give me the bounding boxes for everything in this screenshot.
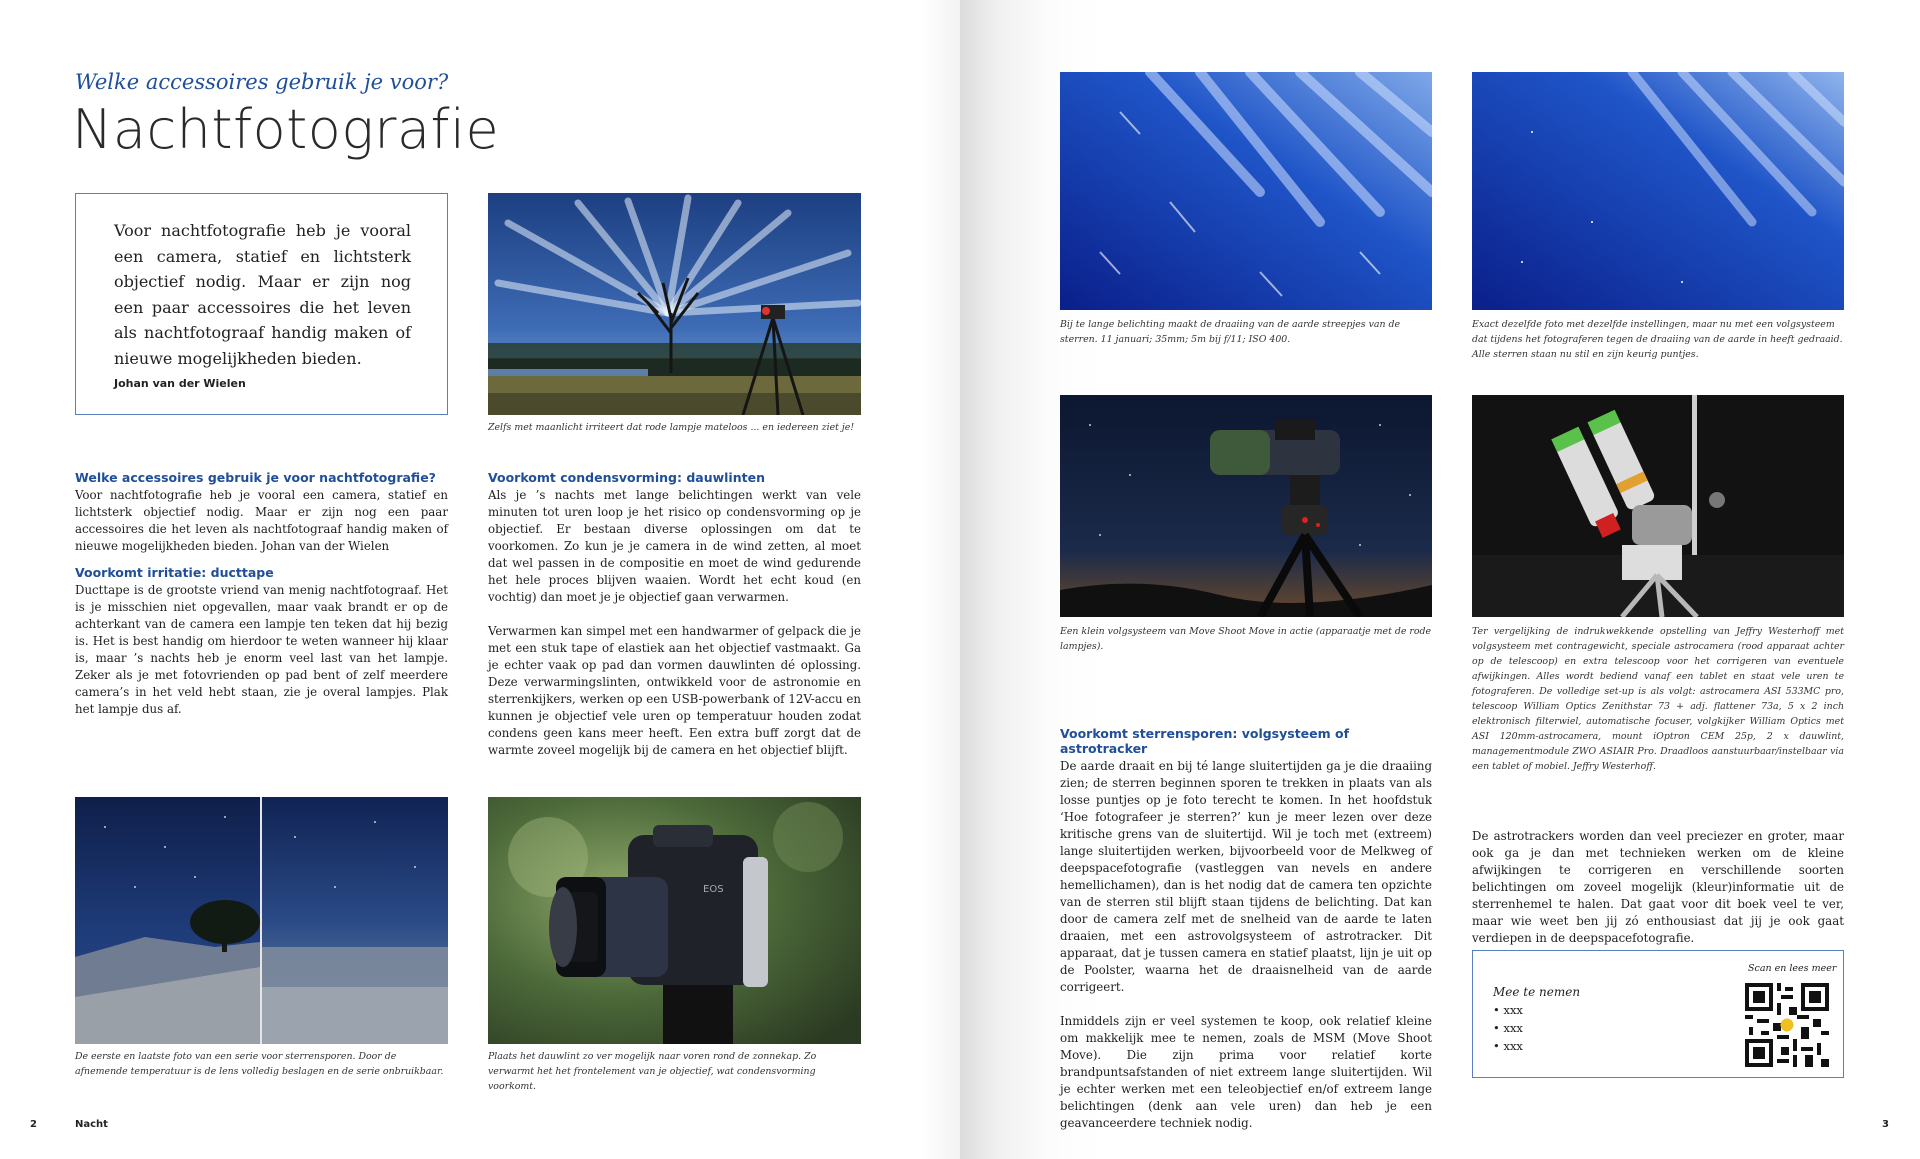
left-column-1 — [75, 470, 448, 718]
scan-label: Scan en lees meer — [1748, 963, 1837, 974]
take-along-item: • xxx — [1493, 1037, 1523, 1055]
right-column-2 — [1472, 828, 1844, 947]
take-along-box — [1472, 950, 1844, 1078]
intro-author: Johan van der Wielen — [114, 377, 246, 390]
heading-volgsysteem: Voorkomt sterrensporen: volgsysteem of astrotracker — [1060, 726, 1350, 756]
paragraph-astrotrackers: De astrotrackers worden dan veel preciezer en groter, maar ook ga je dan met technieken werken om de kleine afwijkingen te corrigeren en verschillende soorten belichtingen om zoveel mogelijk (kleur)informatie uit de sterrenhemel te halen. Dat gaat voor dit boek veel te ver, maar wie weet ben jij zó enthousiast dat jij je ook gaat verdiepen in de deepspacefotografie. — [1472, 829, 1844, 945]
photo-tracked-stars — [1472, 72, 1844, 310]
paragraph-volgsysteem-1: De aarde draait en bij té lange sluitertijden ga je die draaiing zien; de sterren beginnen sporen te trekken in plaats van als losse puntjes op je foto terecht te komen. In het hoofdstuk ‘Hoe fotografeer je sterren?’ kun je meer lezen over deze kritische grens van de sluitertijd. Wil je toch met (extreem) lange sluitertijden werken, bijvoorbeeld voor de Melkweg of deepspacefotografie (vastleggen van nevels en andere hemellichamen), dan is het nodig dat de camera ten opzichte van de sterren stil blijft staan tijdens de belichting. Dat kan door de camera zelf met de snelheid van de aarde te laten draaien, met een astrovolgsysteem of astrotracker. Dit apparaat, dat je tussen camera en statief plaatst, lijn je uit op de Poolster, waarna het de draaisnelheid van de aarde corrigeert. — [1060, 759, 1432, 994]
folio-number-right: 3 — [1882, 1119, 1889, 1130]
photo-before-after-dew — [75, 797, 448, 1044]
left-column-2 — [488, 470, 861, 759]
photo-star-trails — [1060, 72, 1432, 310]
caption-tree-tripod: Zelfs met maanlicht irriteert dat rode lampje mateloos ... en iedereen ziet je! — [488, 422, 855, 433]
right-column-1 — [1060, 726, 1432, 1132]
page-title: Nachtfotografie — [72, 98, 500, 161]
caption-astro-setup: Ter vergelijking de indrukwekkende opstelling van Jeffry Westerhoff met volgsysteem met contragewicht, speciale astrocamera (rood apparaat achter op de telescoop) en extra telescoop voor het corrigeren van eventuele afwijkingen. Alles wordt bediend vanaf een tablet en staat vele uren te fotograferen. De volledige set-up is als volgt: astrocamera ASI 533MC pro, telescoop William Optics Zenithstar 73 + adj. flattener 73a, 5 x 2 inch elektronisch filterwiel, automatische focuser, volgkijker William Optics met ASI 120mm-astrocamera, mount iOptron CEM 25p, 2 x dauwlint, managementmodule ZWO ASIAIR Pro. Draadloos aanstuurbaar/instelbaar via een tablet of mobiel. Jeffry Westerhoff. — [1472, 626, 1844, 772]
take-along-list — [1493, 1001, 1523, 1055]
svg-text:EOS: EOS — [703, 884, 724, 895]
heading-accessoires: Welke accessoires gebruik je voor nachtfotografie? — [75, 470, 436, 485]
heading-dauwlinten: Voorkomt condensvorming: dauwlinten — [488, 470, 765, 485]
paragraph-ducttape: Ducttape is de grootste vriend van menig nachtfotograaf. Het is je misschien niet opgevallen, maar vaak brandt er op de achterkant van de camera een lampje ten teken dat hij bezig is. Het is best handig om hierdoor te weten wanneer hij klaar is, maar ’s nachts heb je enorm veel last van het lampje. Zeker als je met fotovrienden op pad bent of zelf meerdere camera’s in het veld hebt staan, zie je overal lampjes. Plak het lampje dus af. — [75, 583, 448, 716]
folio-number-left: 2 — [30, 1119, 37, 1130]
paragraph-dauwlinten-2: Verwarmen kan simpel met een handwarmer of gelpack die je met een stuk tape of elastiek aan het objectief vastmaakt. Ga je echter vaak op pad dan vormen dauwlinten dé oplossing. Deze verwarmingslinten, ontwikkeld voor de astronomie en sterrenkijkers, werken op een USB-powerbank of 12V-accu en kunnen je objectief vele uren op temperatuur houden zodat condens geen kans meer heeft. Een extra buff zorgt dat de warmte zoveel mogelijk bij de camera en het objectief blijft. — [488, 624, 861, 757]
photo-tree-tripod — [488, 193, 861, 415]
heading-ducttape: Voorkomt irritatie: ducttape — [75, 565, 274, 580]
intro-box — [75, 193, 448, 415]
kicker: Welke accessoires gebruik je voor? — [75, 70, 449, 94]
photo-astro-setup — [1472, 395, 1844, 617]
caption-tracked-stars: Exact dezelfde foto met dezelfde instellingen, maar nu met een volgsysteem dat tijdens het fotograferen tegen de draaiing van de aarde in heeft gedraaid. Alle sterren staan nu stil en zijn keurig puntjes. — [1472, 319, 1843, 360]
paragraph-dauwlinten-1: Als je ’s nachts met lange belichtingen werkt van vele minuten tot uren loop je het risico op condensvorming op je objectief. Er bestaan diverse oplossingen om dat te voorkomen. Zo kun je je camera in de wind zetten, al moet dat wel passen in de compositie en moet de wind gedurende het hele proces blijven waaien. Wordt het echt koud (en vochtig) dan moet je je objectief gaan verwarmen. — [488, 488, 861, 604]
caption-small-tracker: Een klein volgsysteem van Move Shoot Move in actie (apparaatje met de rode lampjes). — [1060, 626, 1432, 652]
paragraph-accessoires: Voor nachtfotografie heb je vooral een camera, statief en lichtsterk objectief nodig. Maar er zijn nog een paar accessoires die het leven als nachtfotograaf handig maken of nieuwe mogelijkheden bieden. Johan van der Wielen — [75, 488, 448, 553]
caption-camera-dew-strap: Plaats het dauwlint zo ver mogelijk naar voren rond de zonnekap. Zo verwarmt het het frontelement van je objectief, wat condensvorming voorkomt. — [488, 1051, 817, 1092]
right-page — [960, 0, 1920, 1159]
caption-star-trails: Bij te lange belichting maakt de draaiing van de aarde streepjes van de sterren. 11 januari; 35mm; 5m bij f/11; ISO 400. — [1060, 319, 1401, 345]
qr-code-icon[interactable] — [1745, 983, 1829, 1067]
paragraph-volgsysteem-2: Inmiddels zijn er veel systemen te koop, ook relatief kleine om makkelijk mee te nemen, zoals de MSM (Move Shoot Move). Die zijn prima voor relatief korte brandpuntsafstanden of niet extreem lange sluitertijden. Wil je echter werken met een teleobjectief en/of extreem lange belichtingen (denk aan vele uren) dan heb je een geavanceerdere techniek nodig. — [1060, 1014, 1432, 1130]
photo-camera-dew-strap — [488, 797, 861, 1044]
caption-before-after-dew: De eerste en laatste foto van een serie voor sterrensporen. Door de afnemende temperatuur is de lens volledig beslagen en de serie onbruikbaar. — [75, 1051, 444, 1077]
photo-small-tracker — [1060, 395, 1432, 617]
take-along-item: • xxx — [1493, 1001, 1523, 1019]
take-along-title: Mee te nemen — [1493, 985, 1581, 999]
intro-text: Voor nachtfotografie heb je vooral een camera, statief en lichtsterk objectief nodig. Maar er zijn nog een paar accessoires die het leven als nachtfotograaf handig maken of nieuwe mogelijkheden bieden. — [114, 221, 411, 368]
take-along-item: • xxx — [1493, 1019, 1523, 1037]
folio-label-left: Nacht — [75, 1119, 108, 1130]
